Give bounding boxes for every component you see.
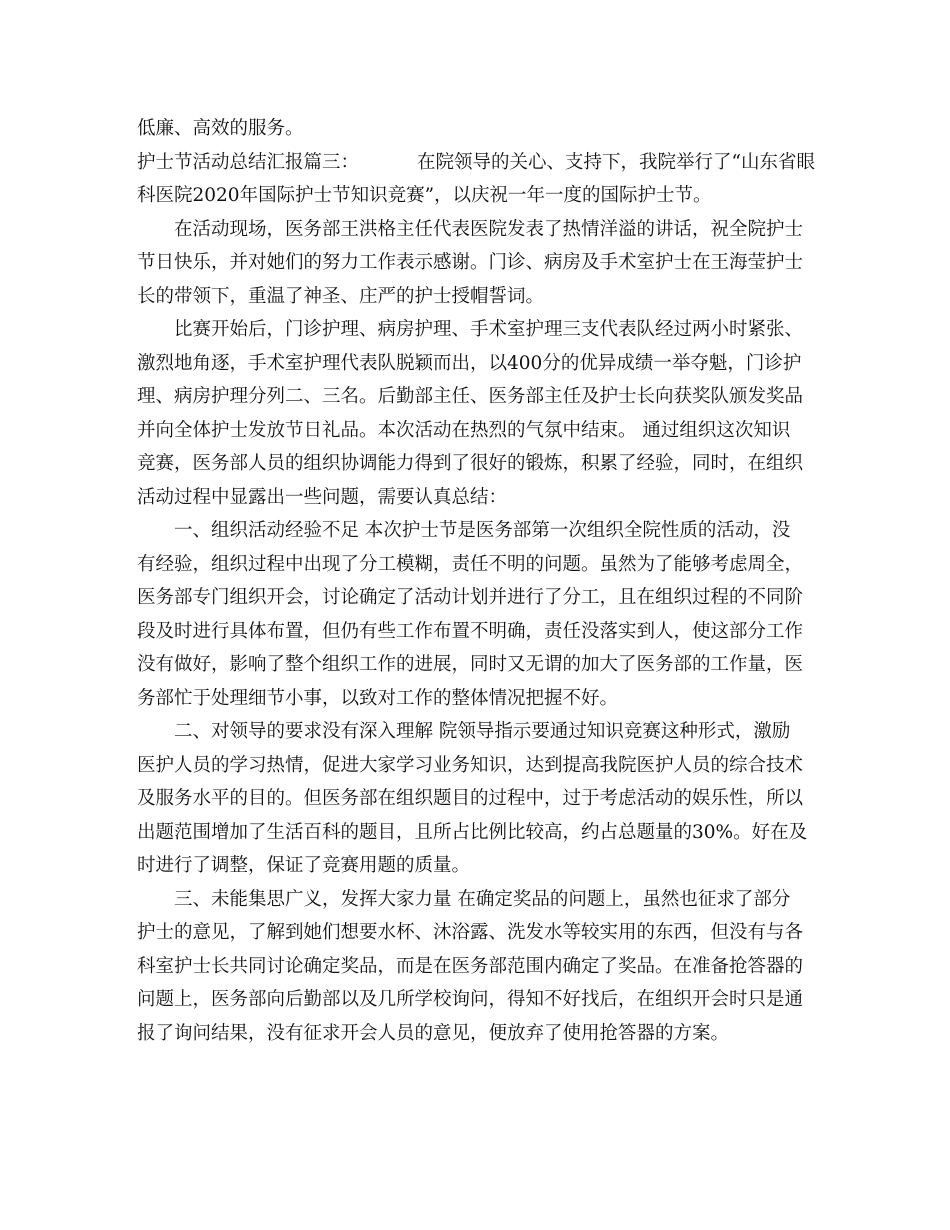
text-line: 并向全体护士发放节日礼品。本次活动在热烈的气氛中结束。 通过组织这次知识 bbox=[137, 419, 791, 441]
text-line: 节日快乐，并对她们的努力工作表示感谢。门诊、病房及手术室护士在王海莹护士 bbox=[137, 252, 804, 273]
text-line: 科室护士长共同讨论确定奖品，而是在医务部范围内确定了奖品。在准备抢答器的 bbox=[137, 955, 804, 977]
text-line: 护士的意见，了解到她们想要水杯、沐浴露、洗发水等较实用的东西，但没有与各 bbox=[137, 922, 804, 943]
text-line: 在院领导的关心、支持下，我院举行了“山东省眼 bbox=[417, 151, 815, 173]
document-body bbox=[137, 112, 817, 1050]
section-heading: 护士节活动总结汇报篇三： bbox=[137, 151, 360, 173]
text-line: 低廉、高效的服务。 bbox=[137, 118, 304, 139]
paragraph-start-line: 在活动现场，医务部王洪格主任代表医院发表了热情洋溢的讲话，祝全院护士 bbox=[174, 218, 804, 240]
text-line: 务部忙于处理细节小事，以致对工作的整体情况把握不好。 bbox=[137, 687, 619, 709]
text-line: 及服务水平的目的。但医务部在组织题目的过程中，过于考虑活动的娱乐性，所以 bbox=[137, 788, 804, 809]
text-line: 竞赛，医务部人员的组织协调能力得到了很好的锻炼，积累了经验，同时，在组织 bbox=[137, 453, 804, 474]
text-line: 报了询问结果，没有征求开会人员的意见，便放弃了使用抢答器的方案。 bbox=[137, 1022, 730, 1044]
text-line: 时进行了调整，保证了竞赛用题的质量。 bbox=[137, 855, 471, 876]
text-line: 出题范围增加了生活百科的题目，且所占比例比较高，约占总题量的30%。好在及 bbox=[137, 821, 808, 843]
text-line: 激烈地角逐，手术室护理代表队脱颖而出，以400分的优异成绩一举夺魁，门诊护 bbox=[137, 352, 802, 374]
text-line: 活动过程中显露出一些问题，需要认真总结： bbox=[137, 486, 508, 508]
paragraph-start-line: 比赛开始后，门诊护理、病房护理、手术室护理三支代表队经过两小时紧张、 bbox=[174, 319, 804, 340]
text-line: 科医院2020年国际护士节知识竞赛”，以庆祝一年一度的国际护士节。 bbox=[137, 185, 712, 206]
text-line-with-heading bbox=[137, 146, 817, 180]
text-line: 段及时进行具体布置，但仍有些工作布置不明确，责任没落实到人，使这部分工作 bbox=[137, 620, 804, 642]
text-line: 医护人员的学习热情，促进大家学习业务知识，达到提高我院医护人员的综合技术 bbox=[137, 754, 804, 776]
text-line: 有经验，组织过程中出现了分工模糊，责任不明的问题。虽然为了能够考虑周全， bbox=[137, 553, 804, 575]
text-line: 问题上，医务部向后勤部以及几所学校询问，得知不好找后，在组织开会时只是通 bbox=[137, 989, 804, 1010]
paragraph-start-line: 二、对领导的要求没有深入理解 院领导指示要通过知识竞赛这种形式，激励 bbox=[174, 721, 791, 742]
text-line: 医务部专门组织开会，讨论确定了活动计划并进行了分工，且在组织过程的不同阶 bbox=[137, 587, 804, 608]
text-line: 理、病房护理分列二、三名。后勤部主任、医务部主任及护士长向获奖队颁发奖品 bbox=[137, 386, 804, 407]
paragraph-start-line: 一、组织活动经验不足 本次护士节是医务部第一次组织全院性质的活动，没 bbox=[174, 520, 791, 541]
text-line: 没有做好，影响了整个组织工作的进展，同时又无谓的加大了医务部的工作量，医 bbox=[137, 654, 804, 675]
paragraph-start-line: 三、未能集思广义，发挥大家力量 在确定奖品的问题上，虽然也征求了部分 bbox=[174, 888, 791, 910]
text-line: 长的带领下，重温了神圣、庄严的护士授帽誓词。 bbox=[137, 285, 545, 307]
